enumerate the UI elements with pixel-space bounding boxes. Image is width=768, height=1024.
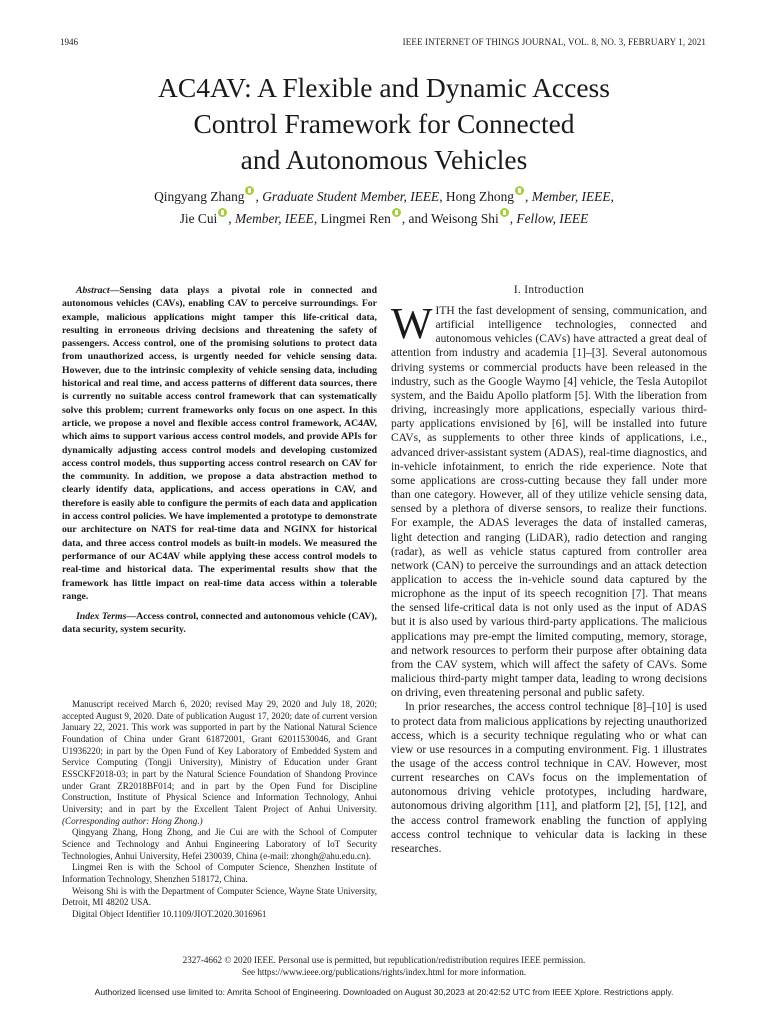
title-line-3: and Autonomous Vehicles [240,144,528,175]
footnote-manuscript [62,699,377,827]
rights-link[interactable]: See https://www.ieee.org/publications/rights/index.html for more information. [241,967,527,977]
license-notice: Authorized licensed use limited to: Amrita School of Engineering. Downloaded on August 30,2023 at 20:42:52 UTC from IEEE Xplore. Restrictions apply. [94,987,674,997]
index-terms: Index Terms—Access control, connected and autonomous vehicle (CAV), data security, system security. [62,611,377,636]
footnotes [62,699,377,920]
author-name: Hong Zhong [445,189,514,204]
author-role: Graduate Student Member, IEEE [262,189,440,204]
orcid-icon[interactable] [245,186,254,195]
paragraph-text: ITH the fast development of sensing, communication, and artificial intelligence technologies, connected and autonomous vehicles (CAVs) have attracted a great deal of attention from industry and academia [1]–[3]. Several autonomous driving systems or commercial products have been released in the industry, such as the Google Waymo [4] vehicle, the Tesla Autopilot system, and the Baidu Apollo platform [5]. With the liberation from driving, increasingly more applications, especially various third-party applications envisioned by [6], will be installed into future CAVs, as supplements to other three kinds of applications, i.e., advanced driver-assistant system (ADAS), real-time diagnostics, and in-vehicle infotainment, to enrich the ride experience. Note that some applications are cross-cutting because they fall under more than one category. However, all of they utilize vehicle sensing data, sensed by a plethora of diverse sensors, to realize their functions. For example, the ADAS leverages the data of installed cameras, light detection and ranging (LiDAR), radio detection and ranging (radar), as well as vehicle status captured from controller area network (CAN) to perceive the surroundings and an attack detection application to access the in-vehicle sound data captured by the microphone as the input of its speech recognition [7]. That means the sensed life-critical data is not only used as the input of ADAS but it is also used by various third-party applications. The malicious applications may pre-empt the limited computing, memory, storage, and network resources to perform their purpose after obtaining data from the CAV system, which will affect the safety of CAVs. Some malicious third-party might tamper data, leading to wrong decisions on driving, even threatening personal and public safety. [391,305,707,700]
abstract: Abstract—Sensing data plays a pivotal role in connected and autonomous vehicles (CAVs), enabling CAV to perceive surroundings. For example, malicious applications might tamper this life-critical data, resulting in erroneous driving decisions and threatening the safety of passengers. Access control, one of the promising solutions to protect data from unauthorized access, is urgently needed for vehicle sensing data. However, due to the intrinsic complexity of vehicle sensing data, including historical and real time, and access patterns of different data sources, there is currently no suitable access control framework that can systematically solve this problem; current frameworks only focus on one aspect. In this article, we propose a novel and flexible access control framework, AC4AV, which aims to support various access control models, and provide APIs for dynamically adjusting access control models and developing customized access control models, thus supporting access control research on CAV for the community. In addition, we propose a data abstraction method to clearly identify data, applications, and access operations in CAV, and therefore is easily able to configure the permits of each data and application in access control policies. We have implemented a prototype to demonstrate our architecture on NATS for real-time data and NGINX for historical data, and three access control models as built-in models. We measured the performance of our AC4AV while applying these access control models to real-time and historical data. The experimental results show that the framework has little impact on real-time data access within a tolerable range. [62,285,377,602]
title-line-2: Control Framework for Connected [193,108,575,139]
author-role: Fellow, IEEE [516,211,589,226]
intro-paragraph-1 [391,299,707,700]
orcid-icon[interactable] [515,186,524,195]
orcid-icon[interactable] [500,208,509,217]
copyright-line: 2327-4662 © 2020 IEEE. Personal use is permitted, but republication/redistribution requires IEEE permission. [182,955,586,965]
left-column [62,284,377,637]
paper-title [60,70,708,178]
orcid-icon[interactable] [218,208,227,217]
author-list: Qingyang Zhang , Graduate Student Member, IEEE, Hong Zhong , Member, IEEE, Jie Cui , Member, IEEE, Lingmei Ren , and Weisong Shi , Fellow, IEEE [60,186,708,230]
corresponding-author: (Corresponding author: Hong Zhong.) [62,815,203,826]
author-name: Qingyang Zhang [154,189,245,204]
page-number: 1946 [60,37,78,47]
index-terms-text: Access control, connected and autonomous vehicle (CAV), data security, system security. [62,611,377,636]
footnote-affiliation: Weisong Shi is with the Department of Computer Science, Wayne State University, Detroit, MI 48202 USA. [62,885,377,908]
intro-paragraph-2: In prior researches, the access control technique [8]–[10] is used to protect data from malicious applications by rejecting unauthorized access, which is a security technique regulating who or what can view or use resources in a computing environment. Fig. 1 illustrates the usage of the access control technique in CAV. However, most current researches on CAVs focus on the implementation of autonomous driving vehicle prototypes, including hardware, autonomous driving algorithm [11], and platform [2], [5], [12], and the access control framework enabling the function of applying access control technique to vehicular data is lacking in these researches. [391,701,707,855]
author-name: Weisong Shi [430,211,499,226]
author-role: Member, IEEE [234,211,314,226]
author-name: Lingmei Ren [320,211,391,226]
footnote-affiliation: Lingmei Ren is with the School of Computer Science, Shenzhen Institute of Information Technology, Shenzhen 518172, China. [62,862,377,884]
footnote-affiliation: Qingyang Zhang, Hong Zhong, and Jie Cui are with the School of Computer Science and Technology and Anhui Engineering Laboratory of IoT Security Technologies, Anhui University, Hefei 230039, China (e-mail: zhongh@ahu.edu.cn). [62,827,377,861]
copyright-notice [60,954,708,978]
abstract-text: Sensing data plays a pivotal role in connected and autonomous vehicles (CAVs), enabling CAV to perceive surroundings. For example, malicious applications might tamper this life-critical data, resulting in erroneous driving decisions and threatening the safety of passengers. Access control, one of the promising solutions to protect data from unauthorized access, is urgently needed for vehicle sensing data. However, due to the intrinsic complexity of vehicle sensing data, including historical and real time, and access patterns of different data sources, there is currently no suitable access control framework that can systematically solve this problem; current frameworks only focus on one aspect. In this article, we propose a novel and flexible access control framework, AC4AV, which aims to support various access control models, and provide APIs for dynamically adjusting access control models and developing customized access control models, thus supporting access control research on CAV for the community. In addition, we propose a data abstraction method to clearly identify data, applications, and access operations in CAV, and therefore is easily able to configure the permits of each data and application in access control policies. We have implemented a prototype to demonstrate our architecture on NATS for real-time data and NGINX for historical data, and three access control models as built-in models. We measured the performance of our AC4AV while applying these access control models to real-time and historical data. The experimental results show that the framework has little impact on real-time data access within a tolerable range. [62,285,377,602]
footnote-doi: Digital Object Identifier 10.1109/JIOT.2020.3016961 [72,908,267,919]
right-column [391,284,707,856]
author-name: Jie Cui [179,211,218,226]
dropcap: W [391,299,433,348]
section-heading: I. Introduction [513,284,585,296]
abstract-label: Abstract [76,285,110,296]
orcid-icon[interactable] [392,208,401,217]
title-line-1: AC4AV: A Flexible and Dynamic Access [158,72,610,103]
author-role: Member, IEEE [531,189,611,204]
footnote-text: Manuscript received March 6, 2020; revised May 29, 2020 and July 18, 2020; accepted August 9, 2020. Date of publication August 17, 2020; date of current version January 22, 2021. This work was supported in part by the National Natural Science Foundation of China under Grant 61872001, Grant 62011530046, and Grant U1936220; in part by the Open Fund of Key Laboratory of Embedded System and Service Computing (Tongji University), Ministry of Education under Grant ESSCKF2018-03; in part by the Natural Science Foundation of Shandong Province under Grant ZR2018BF014; and in part by the Open Fund for Discipline Construction, Institute of Physical Science and Information Technology, Anhui University; and in part by the Excellent Talent Project of Anhui University. [62,699,377,814]
index-terms-label: Index Terms [76,611,127,623]
journal-running-head: IEEE INTERNET OF THINGS JOURNAL, VOL. 8, NO. 3, FEBRUARY 1, 2021 [402,37,706,47]
